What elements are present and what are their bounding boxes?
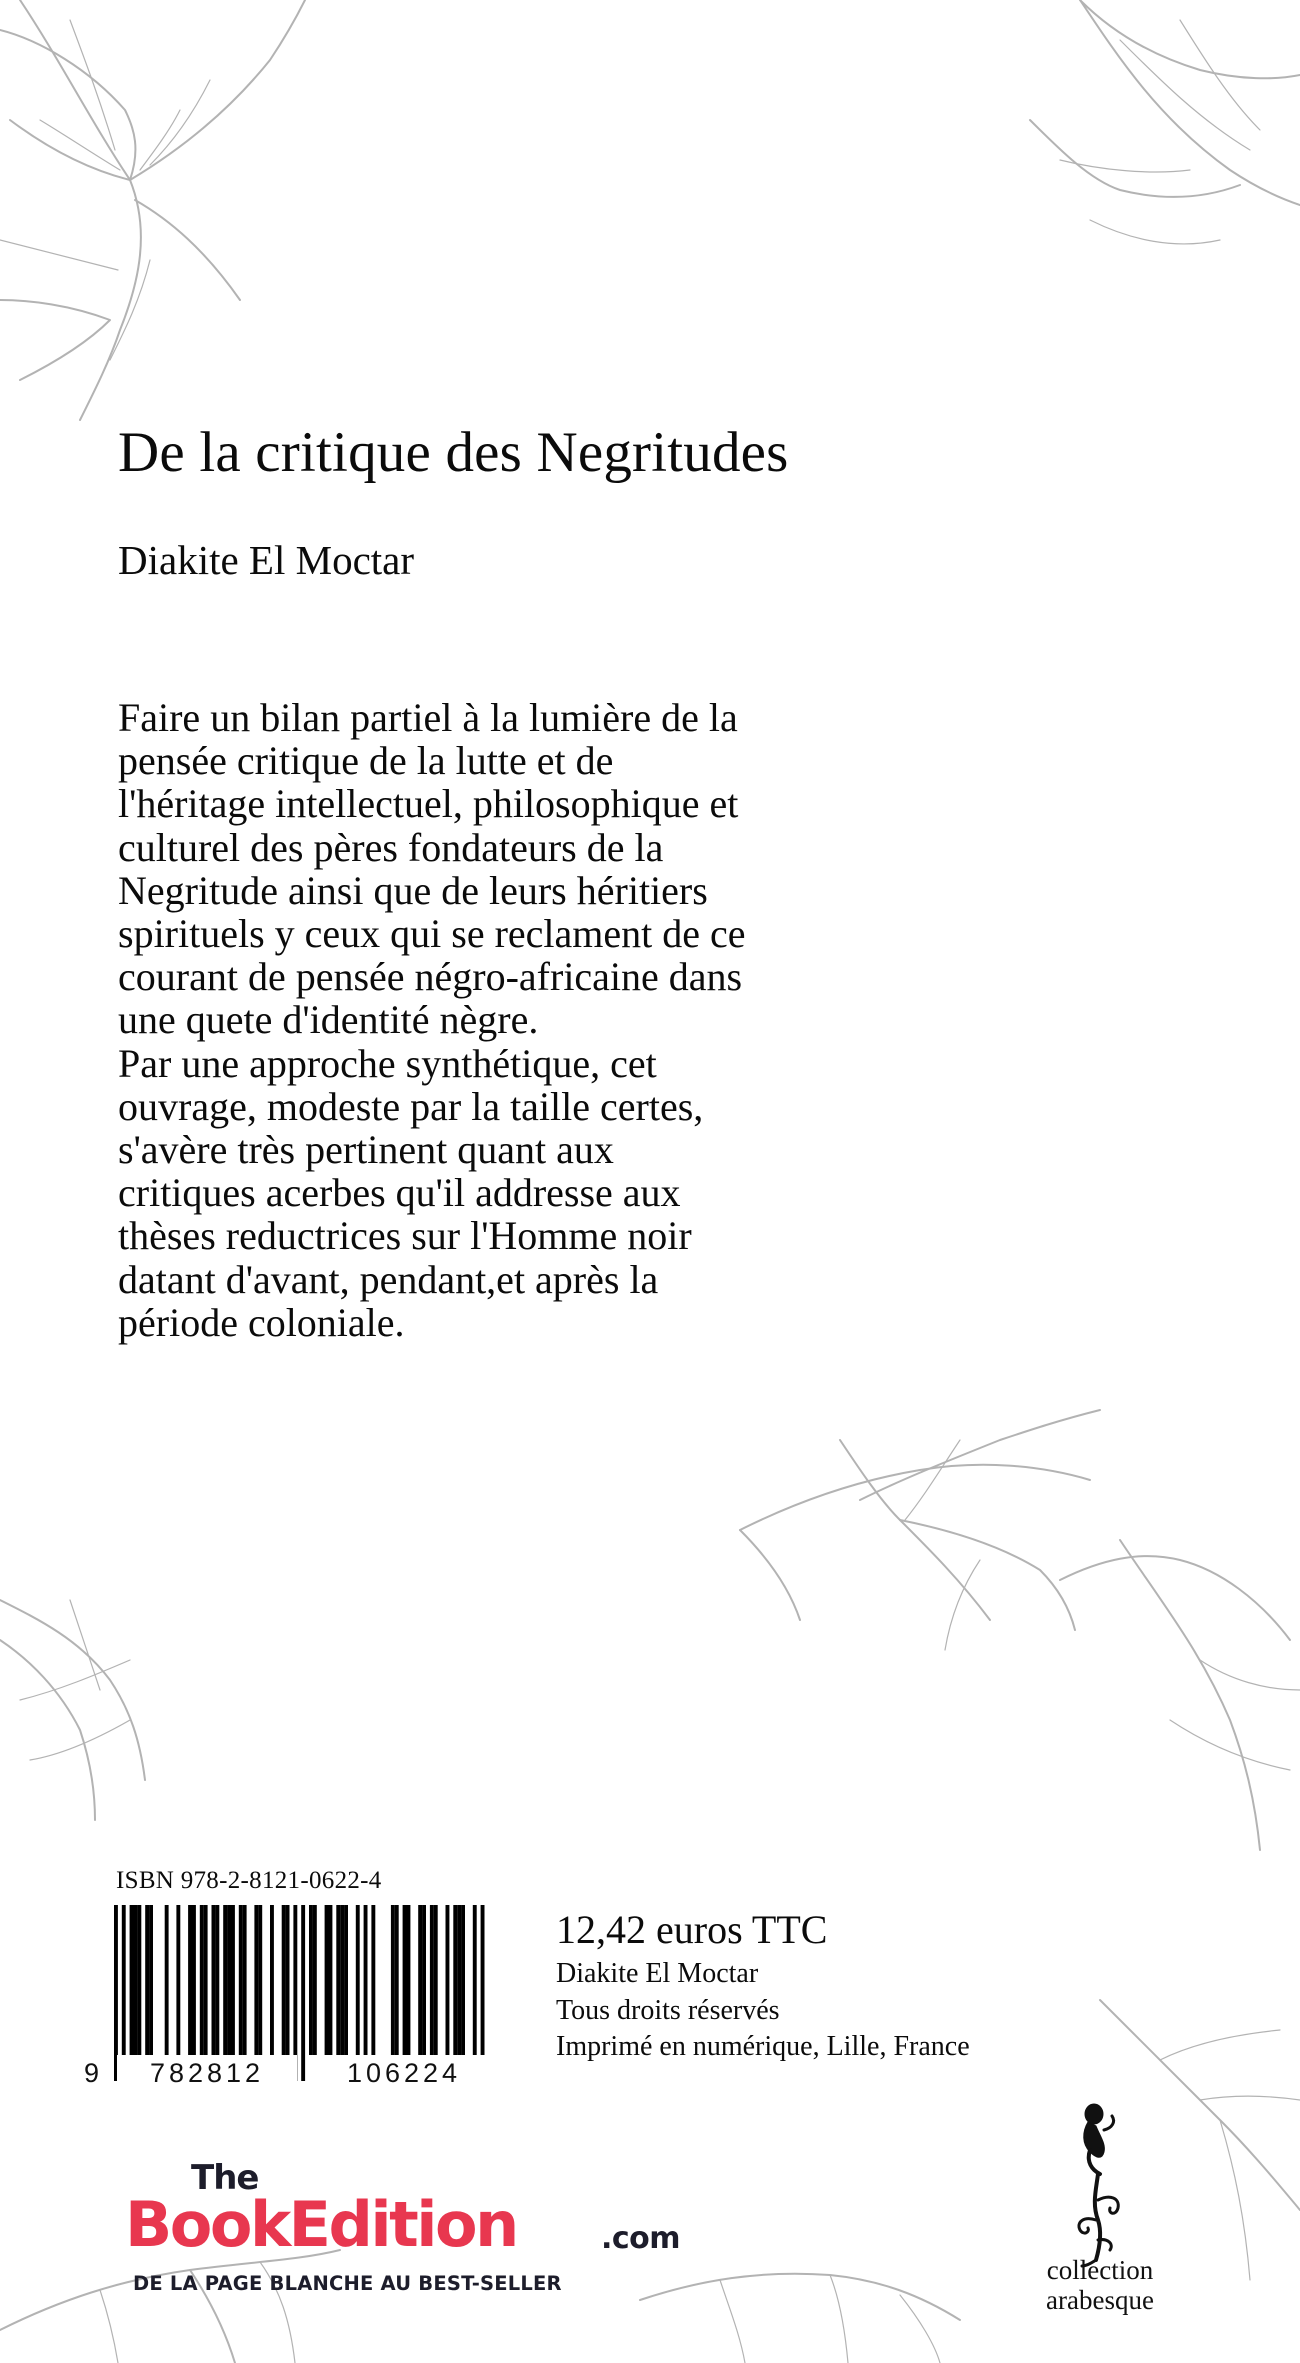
barcode-bar: [188, 1905, 192, 2055]
imprint-author: Diakite El Moctar: [556, 1958, 759, 1989]
barcode-digits: [84, 2055, 504, 2091]
barcode-bar: [422, 1905, 426, 2055]
barcode-bar: [215, 1905, 219, 2055]
barcode-group-left: 782812: [117, 2055, 297, 2091]
barcode-bar: [340, 1905, 344, 2055]
bookedition-logo: [125, 2160, 725, 2300]
barcode-bar: [204, 1905, 208, 2055]
barcode-bar: [453, 1905, 457, 2055]
logo-brand-name: BookEdition: [125, 2188, 517, 2261]
blurb-line: Faire un bilan partiel à la lumière de la: [118, 695, 738, 740]
barcode-bar: [329, 1905, 333, 2055]
imprint-printed: Imprimé en numérique, Lille, France: [556, 2031, 970, 2062]
book-title: De la critique des Negritudes: [118, 421, 789, 484]
barcode-bar: [212, 1905, 216, 2055]
barcode-bar: [223, 1905, 227, 2055]
barcode-bar: [176, 1905, 180, 2055]
back-cover-blurb: [118, 696, 998, 1344]
monkey-vine-emblem-icon: [1052, 2100, 1142, 2270]
barcode-bar: [434, 1905, 438, 2055]
barcode-bar: [446, 1905, 450, 2055]
barcode-bar: [336, 1905, 340, 2055]
barcode-bar: [395, 1905, 399, 2055]
barcode-bar: [130, 1905, 134, 2055]
barcode-bar: [254, 1905, 258, 2055]
barcode-bar: [239, 1905, 243, 2055]
blurb-line: critiques acerbes qu'il addresse aux: [118, 1170, 681, 1216]
barcode-bar: [461, 1905, 465, 2055]
blurb-line: période coloniale.: [118, 1299, 405, 1345]
blurb-line: datant d'avant, pendant,et après la: [118, 1256, 659, 1302]
barcode-bar: [364, 1905, 368, 2055]
blurb-line: thèses reductrices sur l'Homme noir: [118, 1213, 692, 1259]
blurb-line: une quete d'identité nègre.: [118, 997, 539, 1043]
barcode-bar: [258, 1905, 262, 2055]
blurb-line: courant de pensée négro-africaine dans: [118, 954, 743, 1000]
blurb-line: ouvrage, modeste par la taille certes,: [118, 1083, 704, 1129]
barcode-bar: [371, 1905, 375, 2055]
blurb-line: culturel des pères fondateurs de la: [118, 824, 664, 870]
isbn-label: ISBN 978-2-8121-0622-4: [116, 1867, 382, 1894]
barcode-bar: [192, 1905, 196, 2055]
barcode-bar: [282, 1905, 286, 2055]
blurb-line: Negritude ainsi que de leurs héritiers: [118, 867, 708, 913]
barcode-bar: [313, 1905, 317, 2055]
blurb-line: pensée critique de la lutte et de: [118, 738, 614, 784]
blurb-line: Par une approche synthétique, cet: [118, 1040, 657, 1086]
blurb-line: spirituels y ceux qui se reclament de ce: [118, 911, 746, 957]
barcode-bar: [270, 1905, 274, 2055]
logo-domain: .com: [601, 2221, 681, 2256]
barcode-bar: [243, 1905, 247, 2055]
book-price: 12,42 euros TTC: [556, 1907, 828, 1952]
barcode-bar: [231, 1905, 235, 2055]
imprint-rights: Tous droits réservés: [556, 1994, 780, 2026]
barcode-bar: [403, 1905, 407, 2055]
barcode-bar: [227, 1905, 231, 2055]
collection-label: [1010, 2255, 1190, 2315]
barcode-bar: [418, 1905, 422, 2055]
barcode-bar: [430, 1905, 434, 2055]
blurb-line: l'héritage intellectuel, philosophique et: [118, 781, 739, 827]
barcode-bar: [356, 1905, 360, 2055]
collection-line-2: arabesque: [1046, 2285, 1154, 2315]
barcode-bar: [165, 1905, 169, 2055]
barcode-bar: [407, 1905, 411, 2055]
barcode-bar: [134, 1905, 138, 2055]
barcode-group-right: 106224: [309, 2055, 499, 2091]
barcode-bar: [149, 1905, 153, 2055]
logo-tagline: DE LA PAGE BLANCHE AU BEST-SELLER: [133, 2272, 562, 2295]
barcode-bar: [309, 1905, 313, 2055]
barcode-bar: [145, 1905, 149, 2055]
barcode-bar: [325, 1905, 329, 2055]
barcode-bar: [457, 1905, 461, 2055]
barcode-bar: [391, 1905, 395, 2055]
collection-line-1: collection: [1046, 2255, 1154, 2285]
barcode-bar: [286, 1905, 290, 2055]
book-author: Diakite El Moctar: [118, 537, 415, 583]
imprint-block: [556, 1956, 970, 2066]
blurb-line: s'avère très pertinent quant aux: [118, 1127, 614, 1173]
barcode-bar: [344, 1905, 348, 2055]
barcode-bar: [200, 1905, 204, 2055]
barcode-bar: [137, 1905, 141, 2055]
barcode-first-digit: 9: [84, 2058, 100, 2088]
logo-the-text: The: [191, 2158, 259, 2198]
